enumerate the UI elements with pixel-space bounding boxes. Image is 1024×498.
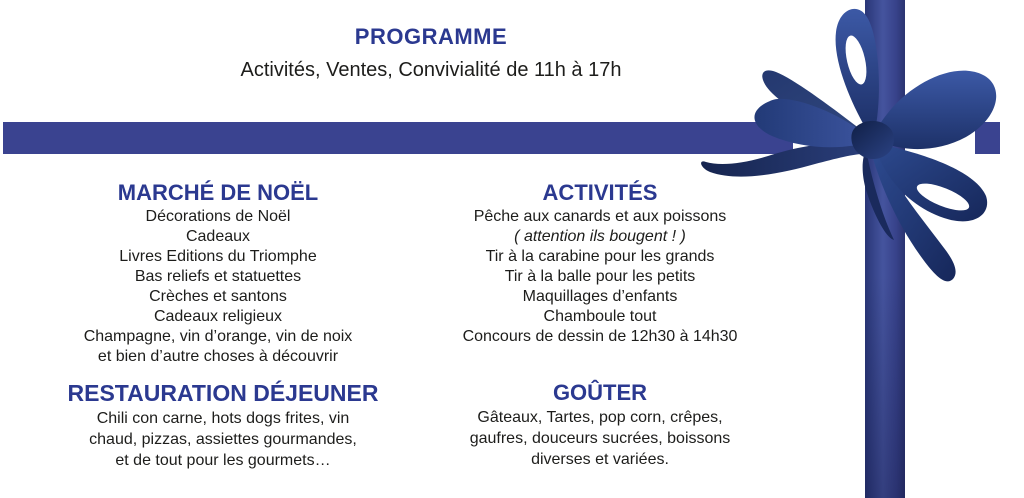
page-subtitle: Activités, Ventes, Convivialité de 11h à 17h bbox=[240, 59, 622, 81]
section-line: Cadeaux religieux bbox=[153, 308, 283, 325]
section-line: Décorations de Noël bbox=[145, 208, 291, 225]
section-line: diverses et variées. bbox=[531, 451, 669, 468]
section-line: chaud, pizzas, assiettes gourmandes, bbox=[89, 431, 357, 448]
section-line: Pêche aux canards et aux poissons bbox=[473, 208, 727, 225]
page-title: PROGRAMME bbox=[354, 24, 508, 49]
section-line: Concours de dessin de 12h30 à 14h30 bbox=[462, 328, 738, 345]
section-restauration-dejeuner bbox=[31, 381, 415, 471]
section-heading: GOÛTER bbox=[552, 380, 648, 405]
section-line: Livres Editions du Triomphe bbox=[119, 248, 317, 265]
section-line: Bas reliefs et statuettes bbox=[134, 268, 302, 285]
header bbox=[0, 24, 862, 82]
section-line: Crèches et santons bbox=[149, 288, 287, 305]
section-gouter bbox=[418, 381, 782, 470]
section-line-note: ( attention ils bougent ! ) bbox=[514, 228, 686, 245]
section-line: Champagne, vin d’orange, vin de noix bbox=[83, 328, 353, 345]
section-line: Tir à la carabine pour les grands bbox=[485, 248, 715, 265]
section-line: Maquillages d’enfants bbox=[522, 288, 678, 305]
ribbon-horizontal-band-left bbox=[3, 122, 793, 154]
section-line: Chili con carne, hots dogs frites, vin bbox=[96, 410, 350, 427]
section-line: Tir à la balle pour les petits bbox=[504, 268, 696, 285]
section-marche-de-noel bbox=[36, 181, 400, 367]
section-line: et de tout pour les gourmets… bbox=[115, 452, 331, 469]
section-heading: ACTIVITÉS bbox=[542, 180, 658, 205]
section-line: Cadeaux bbox=[185, 228, 251, 245]
section-line: Gâteaux, Tartes, pop corn, crêpes, bbox=[477, 409, 723, 426]
section-line: et bien d’autre choses à découvrir bbox=[97, 348, 339, 365]
section-activites bbox=[418, 181, 782, 347]
section-line: gaufres, douceurs sucrées, boissons bbox=[469, 430, 731, 447]
section-heading: MARCHÉ DE NOËL bbox=[117, 180, 319, 205]
section-line: Chamboule tout bbox=[543, 308, 657, 325]
section-heading: RESTAURATION DÉJEUNER bbox=[67, 380, 379, 406]
